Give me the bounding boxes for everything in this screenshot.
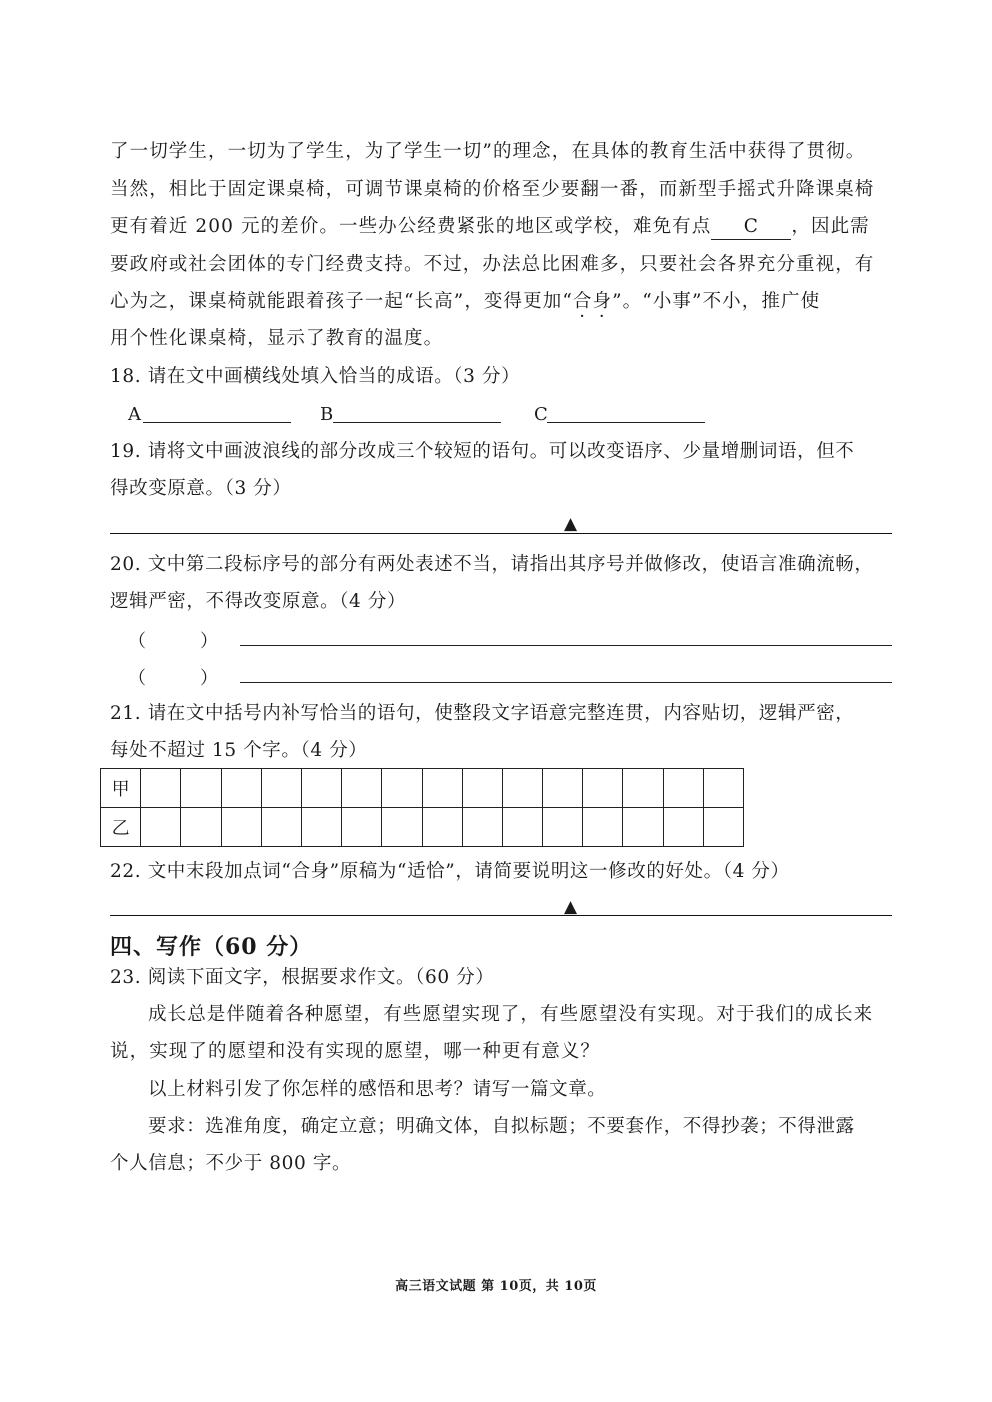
- q20-line-1: 20. 文中第二段标序号的部分有两处表述不当，请指出其序号并做修改，使语言准确流畅，: [110, 554, 874, 575]
- grid-cell[interactable]: [663, 808, 703, 847]
- q18-answer-line-a[interactable]: [143, 422, 291, 423]
- grid-cell[interactable]: [623, 808, 663, 847]
- q21-grid-row-jia: [101, 769, 744, 808]
- grid-cell[interactable]: [502, 808, 542, 847]
- q18-answer-line-c[interactable]: [547, 422, 705, 423]
- q19-triangle-icon: ▲: [564, 514, 578, 534]
- q23-prompt-line-2: 说，实现了的愿望和没有实现的愿望，哪一种更有意义？: [110, 1041, 601, 1062]
- q23-prompt-line-3: 以上材料引发了你怎样的感悟和思考？请写一篇文章。: [148, 1079, 607, 1100]
- grid-cell[interactable]: [141, 769, 181, 808]
- q20-paren-2: （ ）: [128, 668, 218, 689]
- q21-answer-grid: [100, 768, 744, 847]
- q21-row-label-yi: 乙: [101, 808, 141, 847]
- q23-requirements-line-2: 个人信息；不少于 800 字。: [110, 1153, 352, 1174]
- grid-cell[interactable]: [181, 808, 221, 847]
- q22-answer-line[interactable]: [110, 915, 892, 916]
- q21-row-label-jia: 甲: [101, 769, 141, 808]
- q18-answer-line-b[interactable]: [333, 422, 501, 423]
- q18-label-a: A: [128, 404, 141, 425]
- q18-text: 18. 请在文中画横线处填入恰当的成语。（3 分）: [110, 366, 521, 387]
- q21-grid-row-yi: [101, 808, 744, 847]
- grid-cell[interactable]: [301, 808, 341, 847]
- grid-cell[interactable]: [382, 808, 422, 847]
- grid-cell[interactable]: [543, 769, 583, 808]
- q23-line-1: 23. 阅读下面文字，根据要求作文。（60 分）: [110, 967, 495, 988]
- grid-cell[interactable]: [422, 808, 462, 847]
- q20-answer-line-1[interactable]: [240, 645, 892, 646]
- q20-line-2: 逻辑严密，不得改变原意。（4 分）: [110, 591, 407, 612]
- passage-line-3-end: ，因此需: [791, 216, 870, 237]
- q22-text: 22. 文中末段加点词“合身”原稿为“适恰”，请简要说明这一修改的好处。（4 分）: [110, 861, 790, 882]
- grid-cell[interactable]: [382, 769, 422, 808]
- q19-answer-line[interactable]: [110, 533, 892, 534]
- passage-line-5-end: ”。“小事”不小，推广使: [612, 291, 821, 312]
- q18-label-c: C: [534, 404, 548, 425]
- passage-line-5-start: 心为之，课桌椅就能跟着孩子一起“长高”，变得更加“: [110, 291, 573, 312]
- grid-cell[interactable]: [422, 769, 462, 808]
- grid-cell[interactable]: [141, 808, 181, 847]
- grid-cell[interactable]: [663, 769, 703, 808]
- section-4-heading: 四、写作（60 分）: [110, 934, 313, 960]
- q21-line-1: 21. 请在文中括号内补写恰当的语句，使整段文字语意完整连贯，内容贴切，逻辑严密，: [110, 703, 855, 724]
- grid-cell[interactable]: [583, 769, 623, 808]
- grid-cell[interactable]: [261, 769, 301, 808]
- grid-cell[interactable]: [462, 769, 502, 808]
- passage-line-6: 用个性化课桌椅，显示了教育的温度。: [110, 328, 444, 349]
- q23-prompt-line-1: 成长总是伴随着各种愿望，有些愿望实现了，有些愿望没有实现。对于我们的成长来: [148, 1004, 874, 1025]
- grid-cell[interactable]: [543, 808, 583, 847]
- grid-cell[interactable]: [342, 808, 382, 847]
- passage-line-3-start: 更有着近 200 元的差价。一些办公经费紧张的地区或学校，难免有点: [110, 216, 712, 237]
- dotted-word-he: 合: [572, 291, 593, 312]
- passage-line-5: [110, 290, 820, 314]
- passage-line-3: [110, 215, 870, 240]
- q20-answer-line-2[interactable]: [240, 682, 892, 683]
- grid-cell[interactable]: [583, 808, 623, 847]
- q18-label-b: B: [320, 404, 334, 425]
- q19-line-1: 19. 请将文中画波浪线的部分改成三个较短的语句。可以改变语序、少量增删词语，但不: [110, 441, 855, 462]
- grid-cell[interactable]: [221, 808, 261, 847]
- grid-cell[interactable]: [462, 808, 502, 847]
- q19-line-2: 得改变原意。（3 分）: [110, 478, 292, 499]
- grid-cell[interactable]: [261, 808, 301, 847]
- grid-cell[interactable]: [502, 769, 542, 808]
- grid-cell[interactable]: [342, 769, 382, 808]
- grid-cell[interactable]: [623, 769, 663, 808]
- passage-line-4: 要政府或社会团体的专门经费支持。不过，办法总比困难多，只要社会各界充分重视，有: [110, 254, 875, 275]
- grid-cell[interactable]: [703, 808, 743, 847]
- grid-cell[interactable]: [181, 769, 221, 808]
- grid-cell[interactable]: [703, 769, 743, 808]
- q20-paren-1: （ ）: [128, 631, 218, 652]
- q21-line-2: 每处不超过 15 个字。（4 分）: [110, 740, 368, 761]
- dotted-word-shen: 身: [592, 291, 613, 312]
- passage-blank-c: C: [711, 215, 791, 240]
- page-footer: 高三语文试题 第 10页，共 10页: [395, 1279, 597, 1294]
- q23-requirements-line-1: 要求：选准角度，确定立意；明确文体，自拟标题；不要套作，不得抄袭；不得泄露: [148, 1116, 855, 1137]
- passage-line-1: 了一切学生，一切为了学生，为了学生一切”的理念，在具体的教育生活中获得了贯彻。: [110, 141, 866, 162]
- grid-cell[interactable]: [221, 769, 261, 808]
- grid-cell[interactable]: [301, 769, 341, 808]
- passage-line-2: 当然，相比于固定课桌椅，可调节课桌椅的价格至少要翻一番，而新型手摇式升降课桌椅: [110, 179, 875, 200]
- q22-triangle-icon: ▲: [564, 897, 578, 917]
